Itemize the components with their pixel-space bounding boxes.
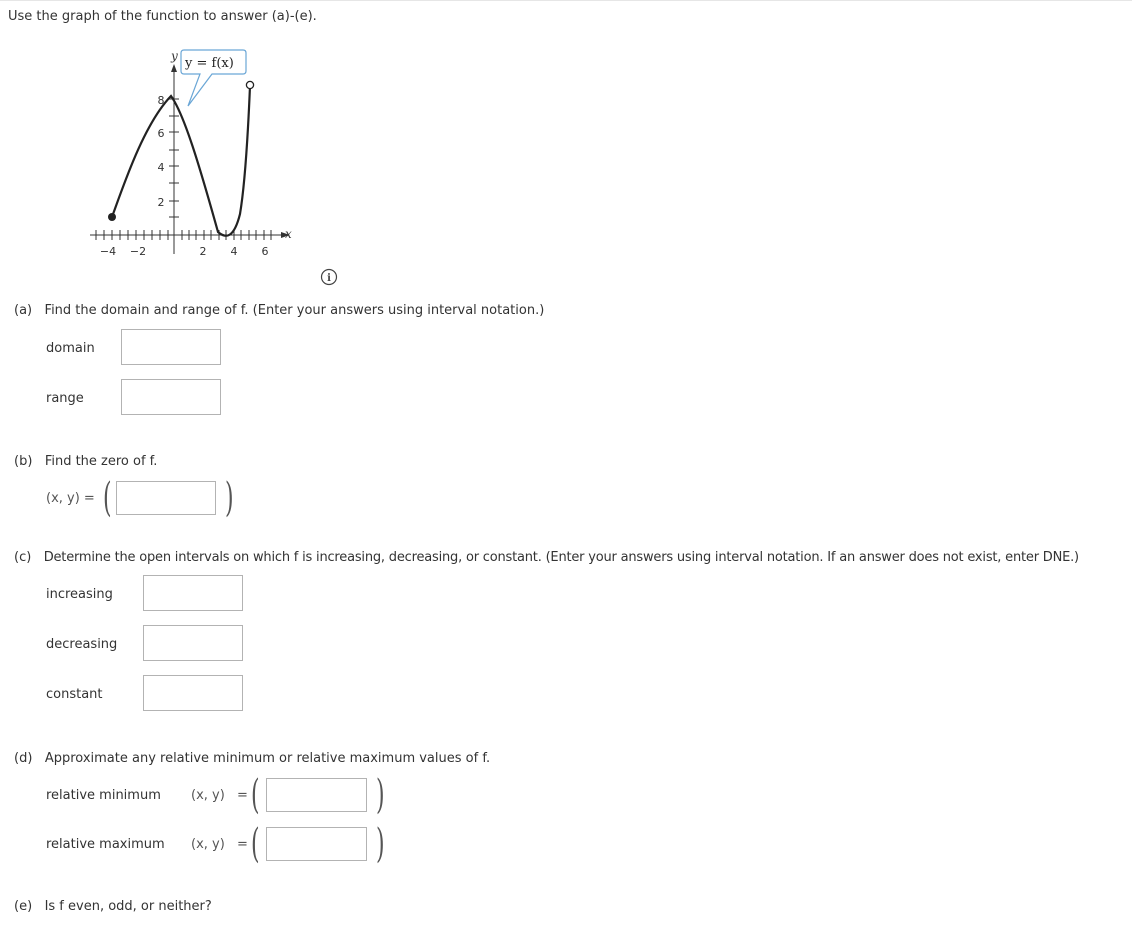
rel-min-close-paren: ) <box>376 772 385 818</box>
part-d-heading <box>14 751 490 766</box>
rel-max-label: relative maximum <box>46 837 165 852</box>
top-divider <box>0 0 1132 1</box>
range-label: range <box>46 391 84 406</box>
zero-close-paren: ) <box>225 475 234 521</box>
part-c-question: Determine the open intervals on which f is increasing, decreasing, or constant. (Enter your answers using interval notation. If an answer does not exist, enter DNE.) <box>43 550 1079 565</box>
rel-max-input[interactable] <box>266 827 367 861</box>
y-tick-label-8: 8 <box>157 94 165 107</box>
x-tick-label-neg2: −2 <box>129 245 147 258</box>
function-curve <box>112 86 250 236</box>
domain-label: domain <box>46 341 95 356</box>
part-e-heading <box>14 899 212 914</box>
zero-input[interactable] <box>116 481 216 515</box>
decreasing-input[interactable] <box>143 625 243 661</box>
increasing-input[interactable] <box>143 575 243 611</box>
part-c-prefix: (c) <box>14 550 32 565</box>
rel-max-close-paren: ) <box>376 821 385 867</box>
part-c-heading <box>14 550 1079 565</box>
intro-text: Use the graph of the function to answer (a)-(e). <box>8 9 317 24</box>
rel-min-open-paren: ( <box>251 772 260 818</box>
domain-input[interactable] <box>121 329 221 365</box>
function-graph <box>84 44 304 268</box>
closed-endpoint <box>108 213 116 221</box>
constant-input[interactable] <box>143 675 243 711</box>
part-d-prefix: (d) <box>14 751 33 766</box>
zero-xy-label: (x, y) = <box>46 491 95 506</box>
x-tick-label-neg4: −4 <box>99 245 117 258</box>
part-e-question: Is f even, odd, or neither? <box>44 899 212 914</box>
y-tick-label-2: 2 <box>157 196 165 209</box>
rel-min-equals: = <box>237 788 248 803</box>
rel-max-equals: = <box>237 837 248 852</box>
function-label: y = f(x) <box>185 56 234 71</box>
decreasing-label: decreasing <box>46 637 118 652</box>
rel-min-label: relative minimum <box>46 788 161 803</box>
open-endpoint <box>246 81 253 88</box>
rel-max-xy-label: (x, y) <box>191 837 225 852</box>
part-b-prefix: (b) <box>14 454 33 469</box>
y-tick-label-6: 6 <box>157 127 165 140</box>
x-tick-label-6: 6 <box>261 245 269 258</box>
constant-label: constant <box>46 687 103 702</box>
part-b-question: Find the zero of f. <box>44 454 158 469</box>
y-axis-arrow <box>171 64 177 72</box>
rel-min-xy-label: (x, y) <box>191 788 225 803</box>
zero-open-paren: ( <box>103 475 112 521</box>
info-symbol: i <box>327 273 331 284</box>
info-icon[interactable] <box>320 268 338 286</box>
x-tick-label-2: 2 <box>199 245 207 258</box>
y-tick-label-4: 4 <box>157 161 165 174</box>
x-tick-label-4: 4 <box>230 245 238 258</box>
range-input[interactable] <box>121 379 221 415</box>
part-a-heading <box>14 303 544 318</box>
x-axis-label: x <box>285 227 292 241</box>
rel-max-open-paren: ( <box>251 821 260 867</box>
rel-min-input[interactable] <box>266 778 367 812</box>
part-d-question: Approximate any relative minimum or relative maximum values of f. <box>44 751 491 766</box>
increasing-label: increasing <box>46 587 113 602</box>
y-axis-label: y <box>171 49 178 63</box>
part-e-prefix: (e) <box>14 899 33 914</box>
part-a-question: Find the domain and range of f. (Enter your answers using interval notation.) <box>44 303 545 318</box>
part-b-heading <box>14 454 157 469</box>
part-a-prefix: (a) <box>14 303 33 318</box>
